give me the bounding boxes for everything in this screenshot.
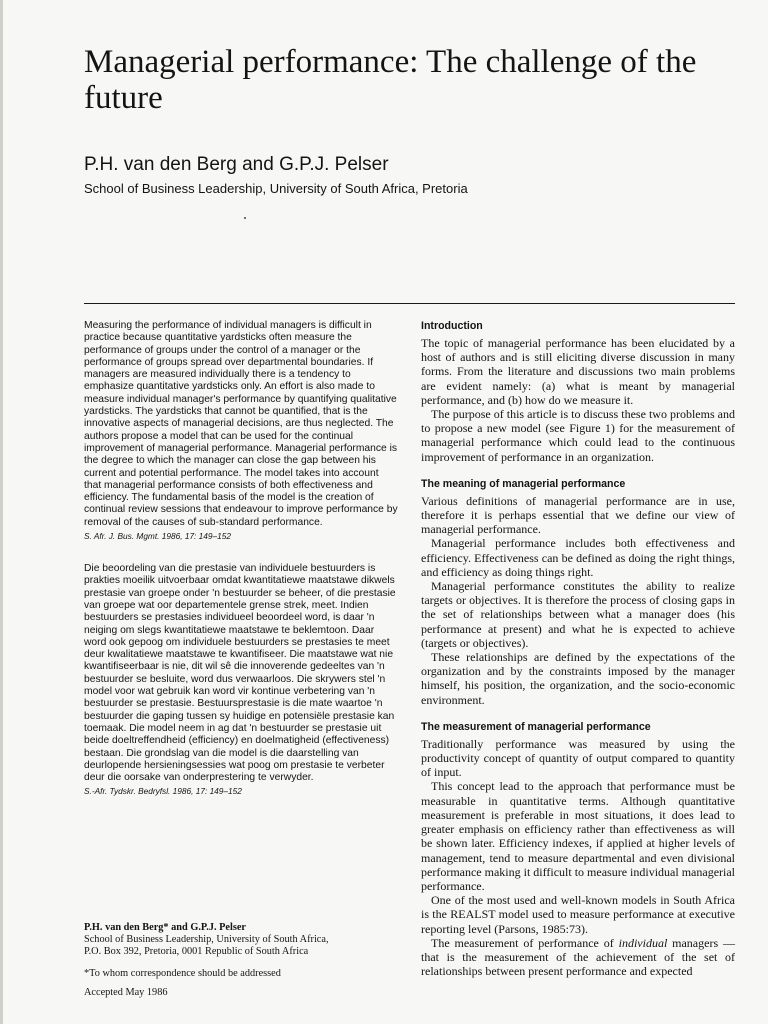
paragraph-meaning-1: Various definitions of managerial performance are in use, therefore it is perhaps essential that we define our view of managerial performance. (421, 493, 735, 537)
abstract-column (84, 320, 398, 796)
paragraph-measurement-4-part-b: managers — that is the measurement of the achievement of the set of relationships between present performance and expected (421, 935, 736, 979)
paragraph-measurement-4 (421, 936, 735, 979)
header-rule (84, 303, 735, 304)
article-title: Managerial performance: The challenge of the future (84, 44, 697, 116)
heading-measurement: The measurement of managerial performance (421, 720, 651, 733)
paragraph-measurement-3: One of the most used and well-known models in South Africa is the REALST model used to measure performance at executive reporting level (Parsons, 1985:73). (421, 893, 735, 936)
citation-afrikaans: S.-Afr. Tydskr. Bedryfsl. 1986, 17: 149–152 (84, 786, 242, 797)
emphasis-individual: individual (618, 935, 668, 950)
correspondence-names: P.H. van den Berg* and G.P.J. Pelser (84, 922, 246, 933)
paragraph-measurement-1: Traditionally performance was measured by using the productivity concept of quantity of output compared to quantity of input. (421, 736, 735, 780)
article-authors: P.H. van den Berg and G.P.J. Pelser (84, 154, 389, 175)
paragraph-measurement-2: This concept lead to the approach that performance must be measurable in quantitative terms. Although quantitative measurement is preferable in most situations, it does lead to greater emphasis on efficiency rather than effectiveness as will be shown later. Efficiency indexes, if applied at higher levels of management, tend to measure departmental and even divisional performance making it difficult to measure individual managerial performance. (421, 779, 736, 893)
body-column (421, 320, 735, 978)
paragraph-meaning-3: Managerial performance constitutes the ability to realize targets or objectives. It is therefore the process of closing gaps in the set of relationships between what a manager does (his performance at present) and what he is expected to achieve (targets or objectives). (421, 579, 735, 650)
correspondence-block (84, 922, 398, 999)
correspondence-note: *To whom correspondence should be addressed (84, 968, 281, 979)
paragraph-intro-2: The purpose of this article is to discuss these two problems and to propose a new model (see Figure 1) for the measurement of managerial performance which could lead to the continuous improvement of performance in an organization. (421, 407, 735, 464)
correspondence-address-line1: School of Business Leadership, University of South Africa, (84, 934, 329, 945)
abstract-afrikaans: Die beoordeling van die prestasie van individuele bestuurders is prakties moeilik uitvoerbaar omdat kwantitatiewe maatstawe dikwels prestasie van groepe onder 'n bestuurder se beheer, of die prestasie van groepe wat oor departementele grense strek, meet. Indien bestuurders se prestasies individueel beoordeel word, is daar 'n neiging om slegs kwantitatiewe maatstawe te beklemtoon. Daar word ook gepoog om individuele bestuurders se prestasies te meet deur kwalitatiewe maatstawe te kwantifiseer. Die maatstawe wat nie kwantifiseerbaar is nie, dit wil sê die innoverende gedeeltes van 'n bestuurder se besluite, word dus verwaarloos. Die skrywers stel 'n model voor wat gebruik kan word vir kontinue verbetering van 'n bestuurder se prestasie. Bestuursprestasie is die mate waartoe 'n bestuurder die gaping tussen sy huidige en potensiële prestasie kan toemaak. Die model neem in ag dat 'n bestuurder se prestasie uit beide doeltreffendheid (efficiency) en doelmatigheid (effectiveness) bestaan. Die grondslag van die model is die daarstelling van deurlopende hersieningsessies wat poog om prestasie te verbeter deur die oorsake van onderprestering te verwyder. (84, 563, 396, 784)
author-affiliation: School of Business Leadership, University of South Africa, Pretoria (84, 181, 468, 196)
paragraph-intro-1: The topic of managerial performance has been elucidated by a host of authors and is still eliciting diverse discussion in many forms. From the literature and discussions two main problems are evident namely: (a) what is meant by managerial performance, and (b) how do we measure it. (421, 336, 735, 407)
heading-meaning: The meaning of managerial performance (421, 477, 626, 490)
page-edge-shadow (0, 0, 3, 1024)
correspondence-address-line2: P.O. Box 392, Pretoria, 0001 Republic of South Africa (84, 946, 309, 957)
citation-english: S. Afr. J. Bus. Mgmt. 1986, 17: 149–152 (84, 531, 231, 542)
accepted-date: Accepted May 1986 (84, 987, 168, 998)
paragraph-measurement-4-part-a: The measurement of performance of (431, 935, 619, 950)
paragraph-meaning-2: Managerial performance includes both effectiveness and efficiency. Effectiveness can be defined as doing the right things, and efficiency as doing things right. (421, 536, 735, 579)
abstract-english: Measuring the performance of individual managers is difficult in practice because quantitative yardsticks often measure the performance of groups under the control of a manager or the performance of groups spread over departmental boundaries. If managers are measured individually there is a tendency to emphasize quantitative yardsticks only. An effort is also made to measure individual manager's performance by quantifying qualitative yardsticks. The yardsticks that cannot be quantified, that is the innovative aspects of managerial decisions, are thus neglected. The authors propose a model that can be used for the continual improvement of managerial performance. Managerial performance is the degree to which the manager can close the gap between his current and potential performance. The model takes into account that managerial performance consists of both effectiveness and efficiency. The fundamental basis of the model is the creation of continual review sessions that endeavour to improve performance by removal of the causes of sub-standard performance. (84, 320, 398, 528)
paragraph-meaning-4: These relationships are defined by the expectations of the organization and by the constraints imposed by the manager himself, his position, the organization, and the socio-economic environment. (421, 650, 735, 707)
heading-introduction: Introduction (421, 320, 483, 332)
scan-speck (244, 217, 246, 219)
abstract-spacer (84, 541, 398, 563)
